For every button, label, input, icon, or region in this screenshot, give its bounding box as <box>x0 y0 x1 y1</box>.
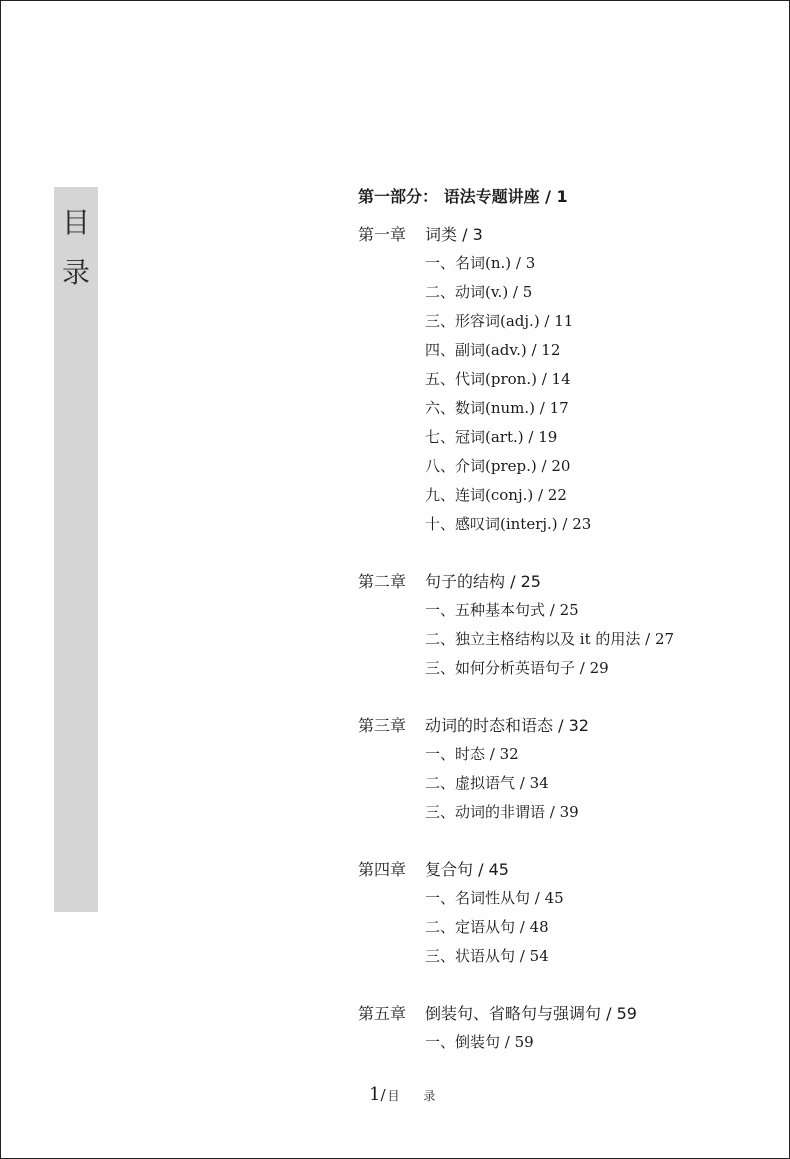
chapter-title: 句子的结构 / 25 <box>425 572 541 591</box>
chapter-title: 复合句 / 45 <box>425 860 509 879</box>
toc-section: 一、名词(n.) / 3 <box>425 254 536 272</box>
toc-section: 二、定语从句 / 48 <box>425 918 549 936</box>
toc-section: 一、五种基本句式 / 25 <box>425 601 579 619</box>
toc-section: 三、形容词(adj.) / 11 <box>425 312 574 330</box>
toc-section: 一、时态 / 32 <box>425 745 519 763</box>
toc-section: 二、独立主格结构以及 it 的用法 / 27 <box>425 630 675 648</box>
toc-section: 二、虚拟语气 / 34 <box>425 774 549 792</box>
toc-section: 七、冠词(art.) / 19 <box>425 428 558 446</box>
chapter-label: 第二章 <box>358 572 407 591</box>
chapter-label: 第四章 <box>358 860 407 879</box>
toc-section: 四、副词(adv.) / 12 <box>425 341 561 359</box>
chapter-label: 第三章 <box>358 716 407 735</box>
chapter-label: 第一章 <box>358 225 407 244</box>
side-title-band <box>54 187 98 912</box>
chapter-label: 第五章 <box>358 1004 407 1023</box>
toc-section: 八、介词(prep.) / 20 <box>425 457 571 475</box>
page-footer <box>369 1084 445 1105</box>
toc-section: 十、感叹词(interj.) / 23 <box>425 515 592 533</box>
toc-section: 三、状语从句 / 54 <box>425 947 549 965</box>
chapter-heading <box>358 574 541 590</box>
chapter-heading <box>358 862 509 878</box>
footer-label: 目 录 <box>387 1089 446 1103</box>
toc-section: 一、倒装句 / 59 <box>425 1033 534 1051</box>
toc-section: 九、连词(conj.) / 22 <box>425 486 567 504</box>
footer-separator: / <box>380 1086 386 1104</box>
chapter-title: 词类 / 3 <box>425 225 483 244</box>
chapter-title: 动词的时态和语态 / 32 <box>425 716 589 735</box>
toc-section: 五、代词(pron.) / 14 <box>425 370 571 388</box>
page-number: 1 <box>369 1084 381 1105</box>
side-title-char: 录 <box>61 256 90 289</box>
chapter-heading <box>358 227 483 243</box>
toc-section: 二、动词(v.) / 5 <box>425 283 533 301</box>
toc-section: 三、动词的非谓语 / 39 <box>425 803 579 821</box>
chapter-heading <box>358 718 589 734</box>
toc-section: 六、数词(num.) / 17 <box>425 399 569 417</box>
toc-section: 三、如何分析英语句子 / 29 <box>425 659 609 677</box>
part-title: 第一部分： 语法专题讲座 / 1 <box>358 187 568 206</box>
chapter-heading <box>358 1006 637 1022</box>
side-title-char: 目 <box>61 206 90 239</box>
toc-section: 一、名词性从句 / 45 <box>425 889 564 907</box>
chapter-title: 倒装句、省略句与强调句 / 59 <box>425 1004 637 1023</box>
